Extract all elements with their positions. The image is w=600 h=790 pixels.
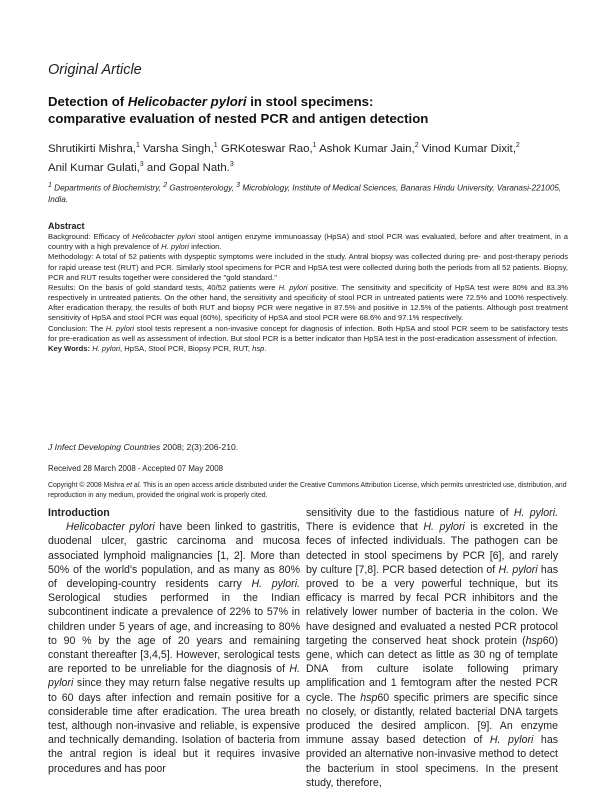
- author: Shrutikirti Mishra,: [48, 142, 136, 155]
- abstract-text: , HpSA, Stool PCR, Biopsy PCR, RUT,: [120, 343, 253, 353]
- affil-sup: 3: [236, 182, 241, 189]
- title-line2: comparative evaluation of nested PCR and antigen detection: [48, 111, 429, 126]
- abstract-text: infection.: [189, 242, 222, 252]
- abstract-text: Results: On the basis of gold standard tests, 40/52 patients were: [48, 282, 279, 292]
- species-name: H. pylori: [105, 323, 135, 333]
- species-name: Helicobacter pylori: [66, 521, 155, 534]
- affil-sup: 1: [48, 182, 52, 189]
- author-affil-sup: 2: [515, 142, 520, 149]
- copyright-notice: [48, 481, 568, 500]
- species-name: H. pylori: [423, 521, 465, 534]
- abstract-text: Conclusion: The: [48, 323, 106, 333]
- journal-citation: [48, 442, 568, 453]
- author: GRKoteswar Rao,: [217, 142, 313, 155]
- keywords-label: Key Words:: [48, 343, 91, 353]
- gene-name: hsp: [525, 634, 543, 647]
- abstract-methodology: Methodology: A total of 52 patients with dyspeptic symptoms were included in the study. Antral biopsy was collected during pre- and post-therapy periods for rapid urease test (RUT) and PCR. Similarly stool specimens for PCR and HpSA test were collected during both the periods from all 52 patients. Biopsy, PCR and RUT results together were considered the "gold standard.": [48, 252, 568, 282]
- affil-text: Microbiology, Institute of Medical Sciences, Banaras Hindu University, Varanasi-221005, India.: [48, 183, 562, 204]
- abstract-text: positive. The sensitivity and specificity of HpSA test were 80% and 83.3% respectively in untreated patients. On the other hand, the sensitivity and specificity of stool PCR in untreated patients were 72.5% and 100% respectively. After eradication therapy, the results of both RUT and biopsy PCR were negative in 87.5% and positive in 12.5% of the patients. Although post treatment sensitivity of HpSA and stool PCR was equal (60%), specificity of HpSA and stool PCR were 68.6% and 97.1% respectively.: [48, 282, 568, 323]
- gene-name: hsp: [252, 343, 265, 353]
- body-text: sensitivity due to the fastidious nature of: [306, 507, 514, 519]
- abstract-block: [48, 221, 568, 354]
- body-text: have been linked to gastritis, duodenal ulcer, gastric carcinoma and mucosa associated lymphoid malignancies [1, 2]. More than 50% of the world's population, and as many as 80% of developing-country residents carry: [48, 521, 300, 591]
- affil-sup: 2: [163, 182, 168, 189]
- title-species: Helicobacter pylori: [127, 94, 247, 109]
- author-affil-sup: 1: [135, 142, 140, 149]
- gene-name: hsp: [360, 691, 378, 704]
- species-name: H. pylori: [161, 242, 189, 252]
- body-column-right: [306, 506, 558, 790]
- title-pre: Detection of: [48, 94, 128, 109]
- author-affil-sup: 3: [139, 160, 144, 168]
- species-name: Helicobacter pylori: [132, 232, 196, 242]
- body-text: Serological studies performed in the Indian subcontinent indicate a prevalence of 22% to 57% in children under 5 years of age, and increasing to 80% to 90 % by the age of 20 years and remaining constant thereafter [3,4,5]. However, serological tests are reported to be unreliable for the diagnosis of: [48, 592, 300, 676]
- species-name: H. pylori: [92, 343, 121, 353]
- affil-text: Departments of Biochemistry,: [51, 183, 164, 193]
- species-name: H. pylori: [48, 663, 300, 690]
- author: and Gopal Nath.: [143, 161, 230, 174]
- abstract-text: .: [264, 343, 267, 353]
- affiliations: [48, 180, 568, 205]
- species-name: H. pylori: [278, 282, 308, 292]
- species-name: H. pylori.: [251, 578, 301, 591]
- intro-paragraph-2: [306, 506, 558, 790]
- copyright-text: This is an open access article distributed under the Creative Commons Attribution License, which permits unrestricted use, distribution, and reproduction in any medium, provided the original work is properly cited.: [48, 482, 567, 499]
- abstract-background: [48, 232, 568, 252]
- copyright-text: Copyright © 2008 Mishra: [48, 482, 127, 489]
- species-name: H. pylori: [489, 734, 534, 747]
- citation-details: 2008; 2(3):206-210.: [160, 442, 239, 452]
- abstract-keywords: [48, 344, 568, 354]
- author-list: [48, 138, 568, 176]
- author-affil-sup: 1: [312, 142, 317, 149]
- author-affil-sup: 3: [229, 160, 234, 168]
- article-title: [48, 93, 568, 127]
- affil-text: Gastroenterology,: [167, 183, 237, 193]
- author-affil-sup: 1: [213, 142, 218, 149]
- author: Vinod Kumar Dixit,: [418, 142, 516, 155]
- copyright-etal: et al.: [126, 482, 142, 489]
- received-accepted-dates: Received 28 March 2008 - Accepted 07 May 2008: [48, 464, 224, 473]
- abstract-text: stool tests represent a non-invasive concept for diagnosis of infection. Both HpSA and stool PCR seem to be satisfactory tests for pre-eradication as well as assessment of infection. But stool PCR is a better indicator than HpSA test in the post-eradication assessment of infection.: [48, 323, 568, 343]
- author: Varsha Singh,: [139, 142, 214, 155]
- species-name: H. pylori: [498, 563, 538, 576]
- author-affil-sup: 2: [414, 142, 419, 149]
- body-text: 60 specific primers are specific since no closely, or distantly, related bacterial DNA targets produced the desired amplicon. [9]. An enzyme immune assay based detection of: [306, 691, 558, 747]
- body-text: 60) gene, which can detect as little as 30 ng of template DNA from culture isolate following primary amplification and 1 femtogram after the nested PCR cycle. The: [306, 634, 558, 704]
- abstract-text: stool antigen enzyme immunoassay (HpSA) and stool PCR was evaluated, before and after treatment, in a country with a high prevalence of: [48, 232, 568, 252]
- body-column-left: [48, 506, 300, 776]
- abstract-results: [48, 283, 568, 324]
- species-name: H. pylori.: [513, 507, 559, 519]
- abstract-text: Background: Efficacy of: [48, 232, 133, 242]
- section-label: Original Article: [48, 62, 142, 78]
- body-text: since they may return false negative results up to 60 days after infection and remain positive for a considerable time after eradication. The urea breath test, although non-invasive and reliable, is expensive and technically demanding. Isolation of bacteria from the antral region is ideal but it requires invasive procedures and has poor: [48, 677, 300, 775]
- body-text: has proved to be a very powerful technique, but its efficacy is marred by fecal PCR inhibitors and the relatively lower number of bacteria in the colon. We have designed and evaluated a nested PCR protocol targeting the conserved heat shock protein (: [306, 563, 559, 647]
- introduction-heading: Introduction: [48, 507, 110, 519]
- intro-paragraph-1: [48, 520, 300, 776]
- body-text: has provided an alternative non-invasive method to detect the bacterium in stool specimens. In the present study, therefore,: [306, 734, 559, 789]
- abstract-heading: Abstract: [48, 221, 85, 231]
- author: Anil Kumar Gulati,: [48, 161, 140, 174]
- author: Ashok Kumar Jain,: [316, 142, 415, 155]
- body-text: is excreted in the feces of infected individuals. The pathogen can be detected in stool specimens by PCR [6], and rarely by culture [7,8]. PCR based detection of: [306, 521, 558, 576]
- title-post: in stool specimens:: [246, 94, 374, 109]
- abstract-conclusion: [48, 324, 568, 344]
- body-text: There is evidence that: [306, 521, 424, 534]
- journal-name: J Infect Developing Countries: [48, 442, 161, 452]
